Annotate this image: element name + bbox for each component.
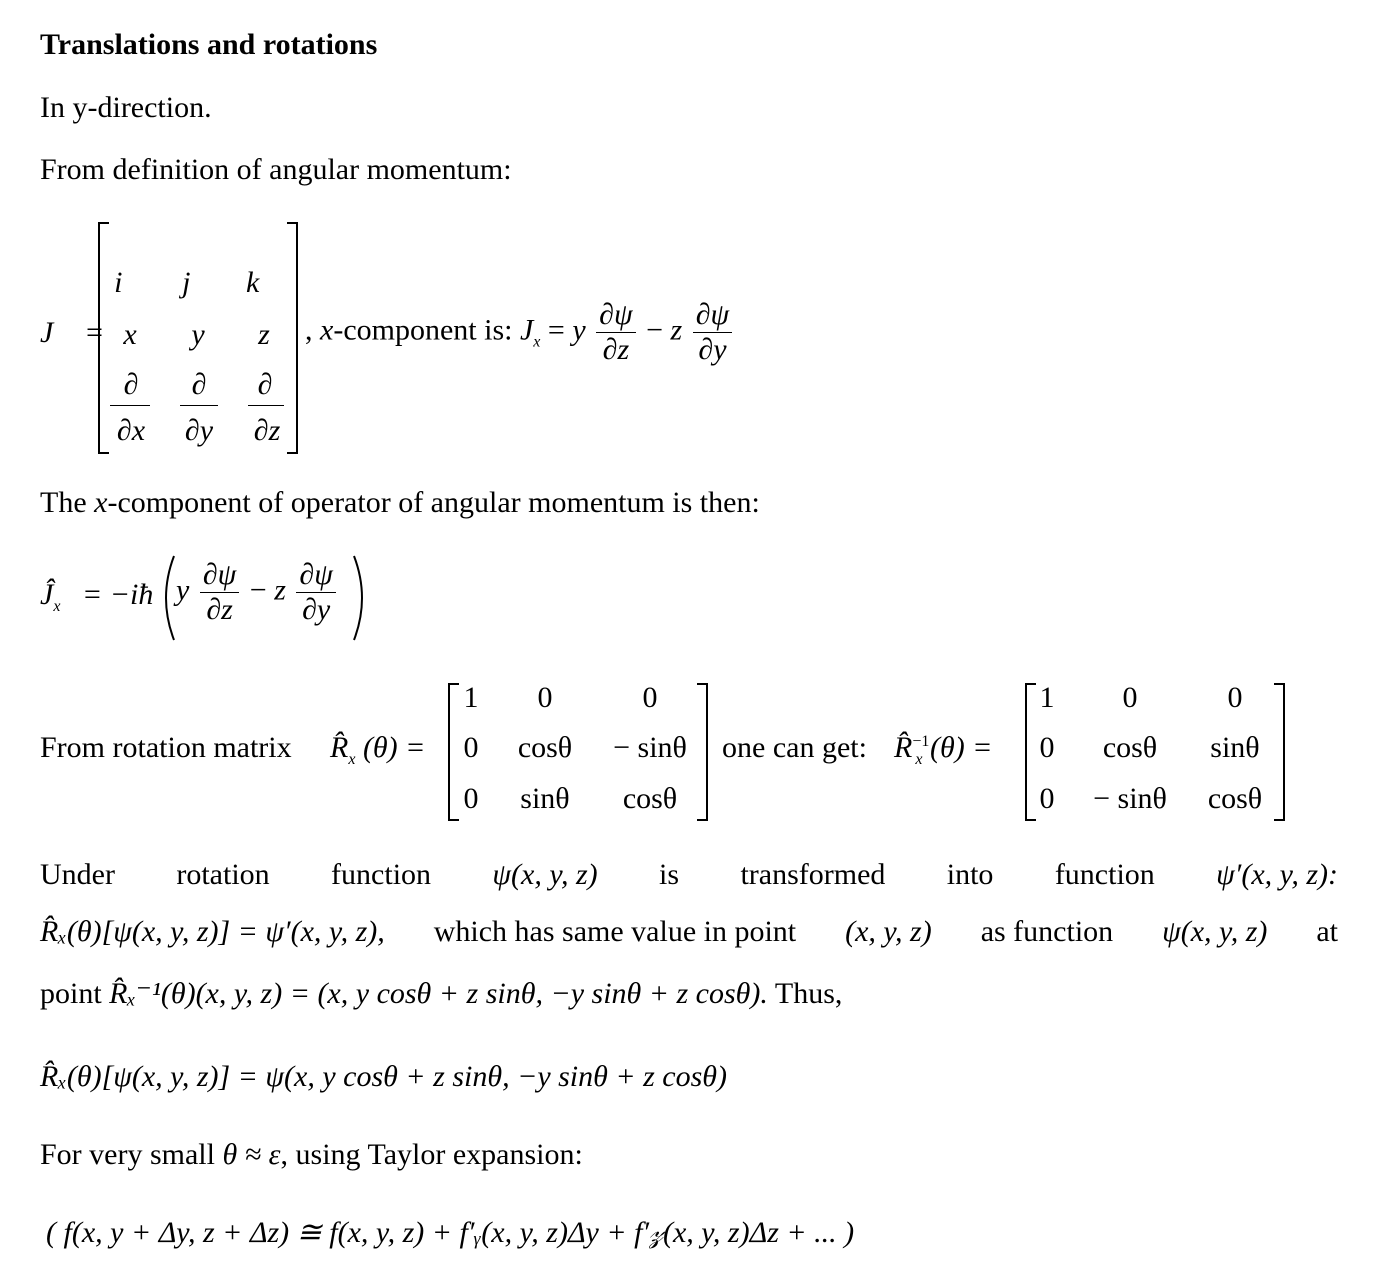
matrix-cell: ∂y <box>184 414 214 447</box>
matrix-cell: 0 <box>463 731 479 764</box>
matrix-cell: 0 <box>463 782 479 815</box>
matrix-cell: 1 <box>463 681 479 714</box>
z-var: z <box>670 313 683 347</box>
matrix-cell: 0 <box>1039 782 1055 815</box>
equals: = <box>547 313 565 347</box>
matrix-cell: sinθ <box>520 782 570 815</box>
under-rotation-line-3: point R̂ₓ⁻¹(θ)(x, y, z) = (x, y cosθ + z sinθ, −y sinθ + z cosθ). Thus, <box>40 977 843 1010</box>
fraction-bar <box>248 405 284 406</box>
matrix-cell: k⃗ <box>246 266 283 299</box>
left-paren-icon <box>156 554 178 642</box>
matrix-cell: y <box>191 318 205 351</box>
minus: − <box>646 313 664 347</box>
matrix-cell: 0 <box>1039 731 1055 764</box>
fraction-bar <box>180 405 218 406</box>
matrix-cell: ∂ <box>123 368 139 401</box>
matrix-cell: 0 <box>1227 681 1243 714</box>
minus-i-hbar: = −iħ <box>82 578 154 611</box>
matrix-cell: cosθ <box>622 782 678 815</box>
fraction-dpsi-dz: $\frac{\partial\psi}{\partial z}$ <box>200 560 239 625</box>
x-component-expression <box>305 300 735 365</box>
matrix-cell: ∂ <box>257 368 273 401</box>
j-hat: $Ĵ_x$ <box>40 578 61 615</box>
matrix-cell: − sinθ <box>1093 782 1167 815</box>
intro-direction: In y-direction. <box>40 91 212 124</box>
under-rotation-line-2: R̂ₓ(θ)[ψ(x, y, z)] = ψ′(x, y, z), which has same value in point (x, y, z) as function ψ(x, y, z) at <box>40 915 1338 948</box>
r-hat: $R̂_x$ (θ) = <box>330 731 426 768</box>
matrix-cell: − sinθ <box>613 731 687 764</box>
component-text: -component is: <box>333 313 513 347</box>
x-var: x <box>320 313 334 347</box>
fraction-dpsi-dy: $\frac{\partial\psi}{\partial y}$ <box>296 560 335 625</box>
matrix-cell: 0 <box>537 681 553 714</box>
matrix-cell: j⃗ <box>182 266 214 299</box>
matrix-cell: sinθ <box>1210 731 1260 764</box>
r-inverse: R̂$^{-1}_x$ (θ) = <box>894 731 993 768</box>
matrix-cell: cosθ <box>517 731 573 764</box>
taylor-expansion: ( f(x, y + Δy, z + Δz) ≅ f(x, y, z) + f′ᵧ(x, y, z)Δy + f′𝓏(x, y, z)Δz + ... ) <box>46 1216 855 1249</box>
j-vector-lhs: J⃗ = <box>40 316 105 349</box>
operator-body: y $\frac{\partial\psi}{\partial z}$ − z $\frac{\partial\psi}{\partial y}$ <box>176 560 339 625</box>
matrix-cell: i⃗ <box>114 266 146 299</box>
comma: , <box>305 313 313 347</box>
result-equation: R̂ₓ(θ)[ψ(x, y, z)] = ψ(x, y cosθ + z sinθ, −y sinθ + z cosθ) <box>40 1060 728 1093</box>
matrix-cell: cosθ <box>1207 782 1263 815</box>
intro-definition: From definition of angular momentum: <box>40 153 512 186</box>
y-var: y <box>572 313 586 347</box>
matrix-cell: 0 <box>1122 681 1138 714</box>
matrix-cell: ∂z <box>253 414 281 447</box>
fraction-dpsi-dz: $\frac{\partial\psi}{\partial z}$ <box>596 300 635 365</box>
matrix-cell: ∂x <box>116 414 146 447</box>
fraction-bar <box>110 405 150 406</box>
matrix-cell: 0 <box>642 681 658 714</box>
jx-subscript: x <box>533 333 541 351</box>
jx-symbol: J <box>519 313 534 347</box>
operator-sentence: The x-component of operator of angular momentum is then: <box>40 486 760 519</box>
one-can-get: one can get: <box>722 731 867 764</box>
small-theta-sentence: For very small θ ≈ ε, using Taylor expansion: <box>40 1138 583 1171</box>
rotation-label: From rotation matrix <box>40 731 292 764</box>
matrix-cell: cosθ <box>1102 731 1158 764</box>
fraction-dpsi-dy: $\frac{\partial\psi}{\partial y}$ <box>693 300 732 365</box>
under-rotation-line-1: Under rotation function ψ(x, y, z) is transformed into function ψ′(x, y, z): <box>40 858 1338 891</box>
matrix-cell: x <box>123 318 137 351</box>
section-heading: Translations and rotations <box>40 28 378 61</box>
matrix-cell: z <box>258 318 270 351</box>
right-paren-icon <box>350 554 372 642</box>
matrix-cell: ∂ <box>191 368 207 401</box>
matrix-cell: 1 <box>1039 681 1055 714</box>
